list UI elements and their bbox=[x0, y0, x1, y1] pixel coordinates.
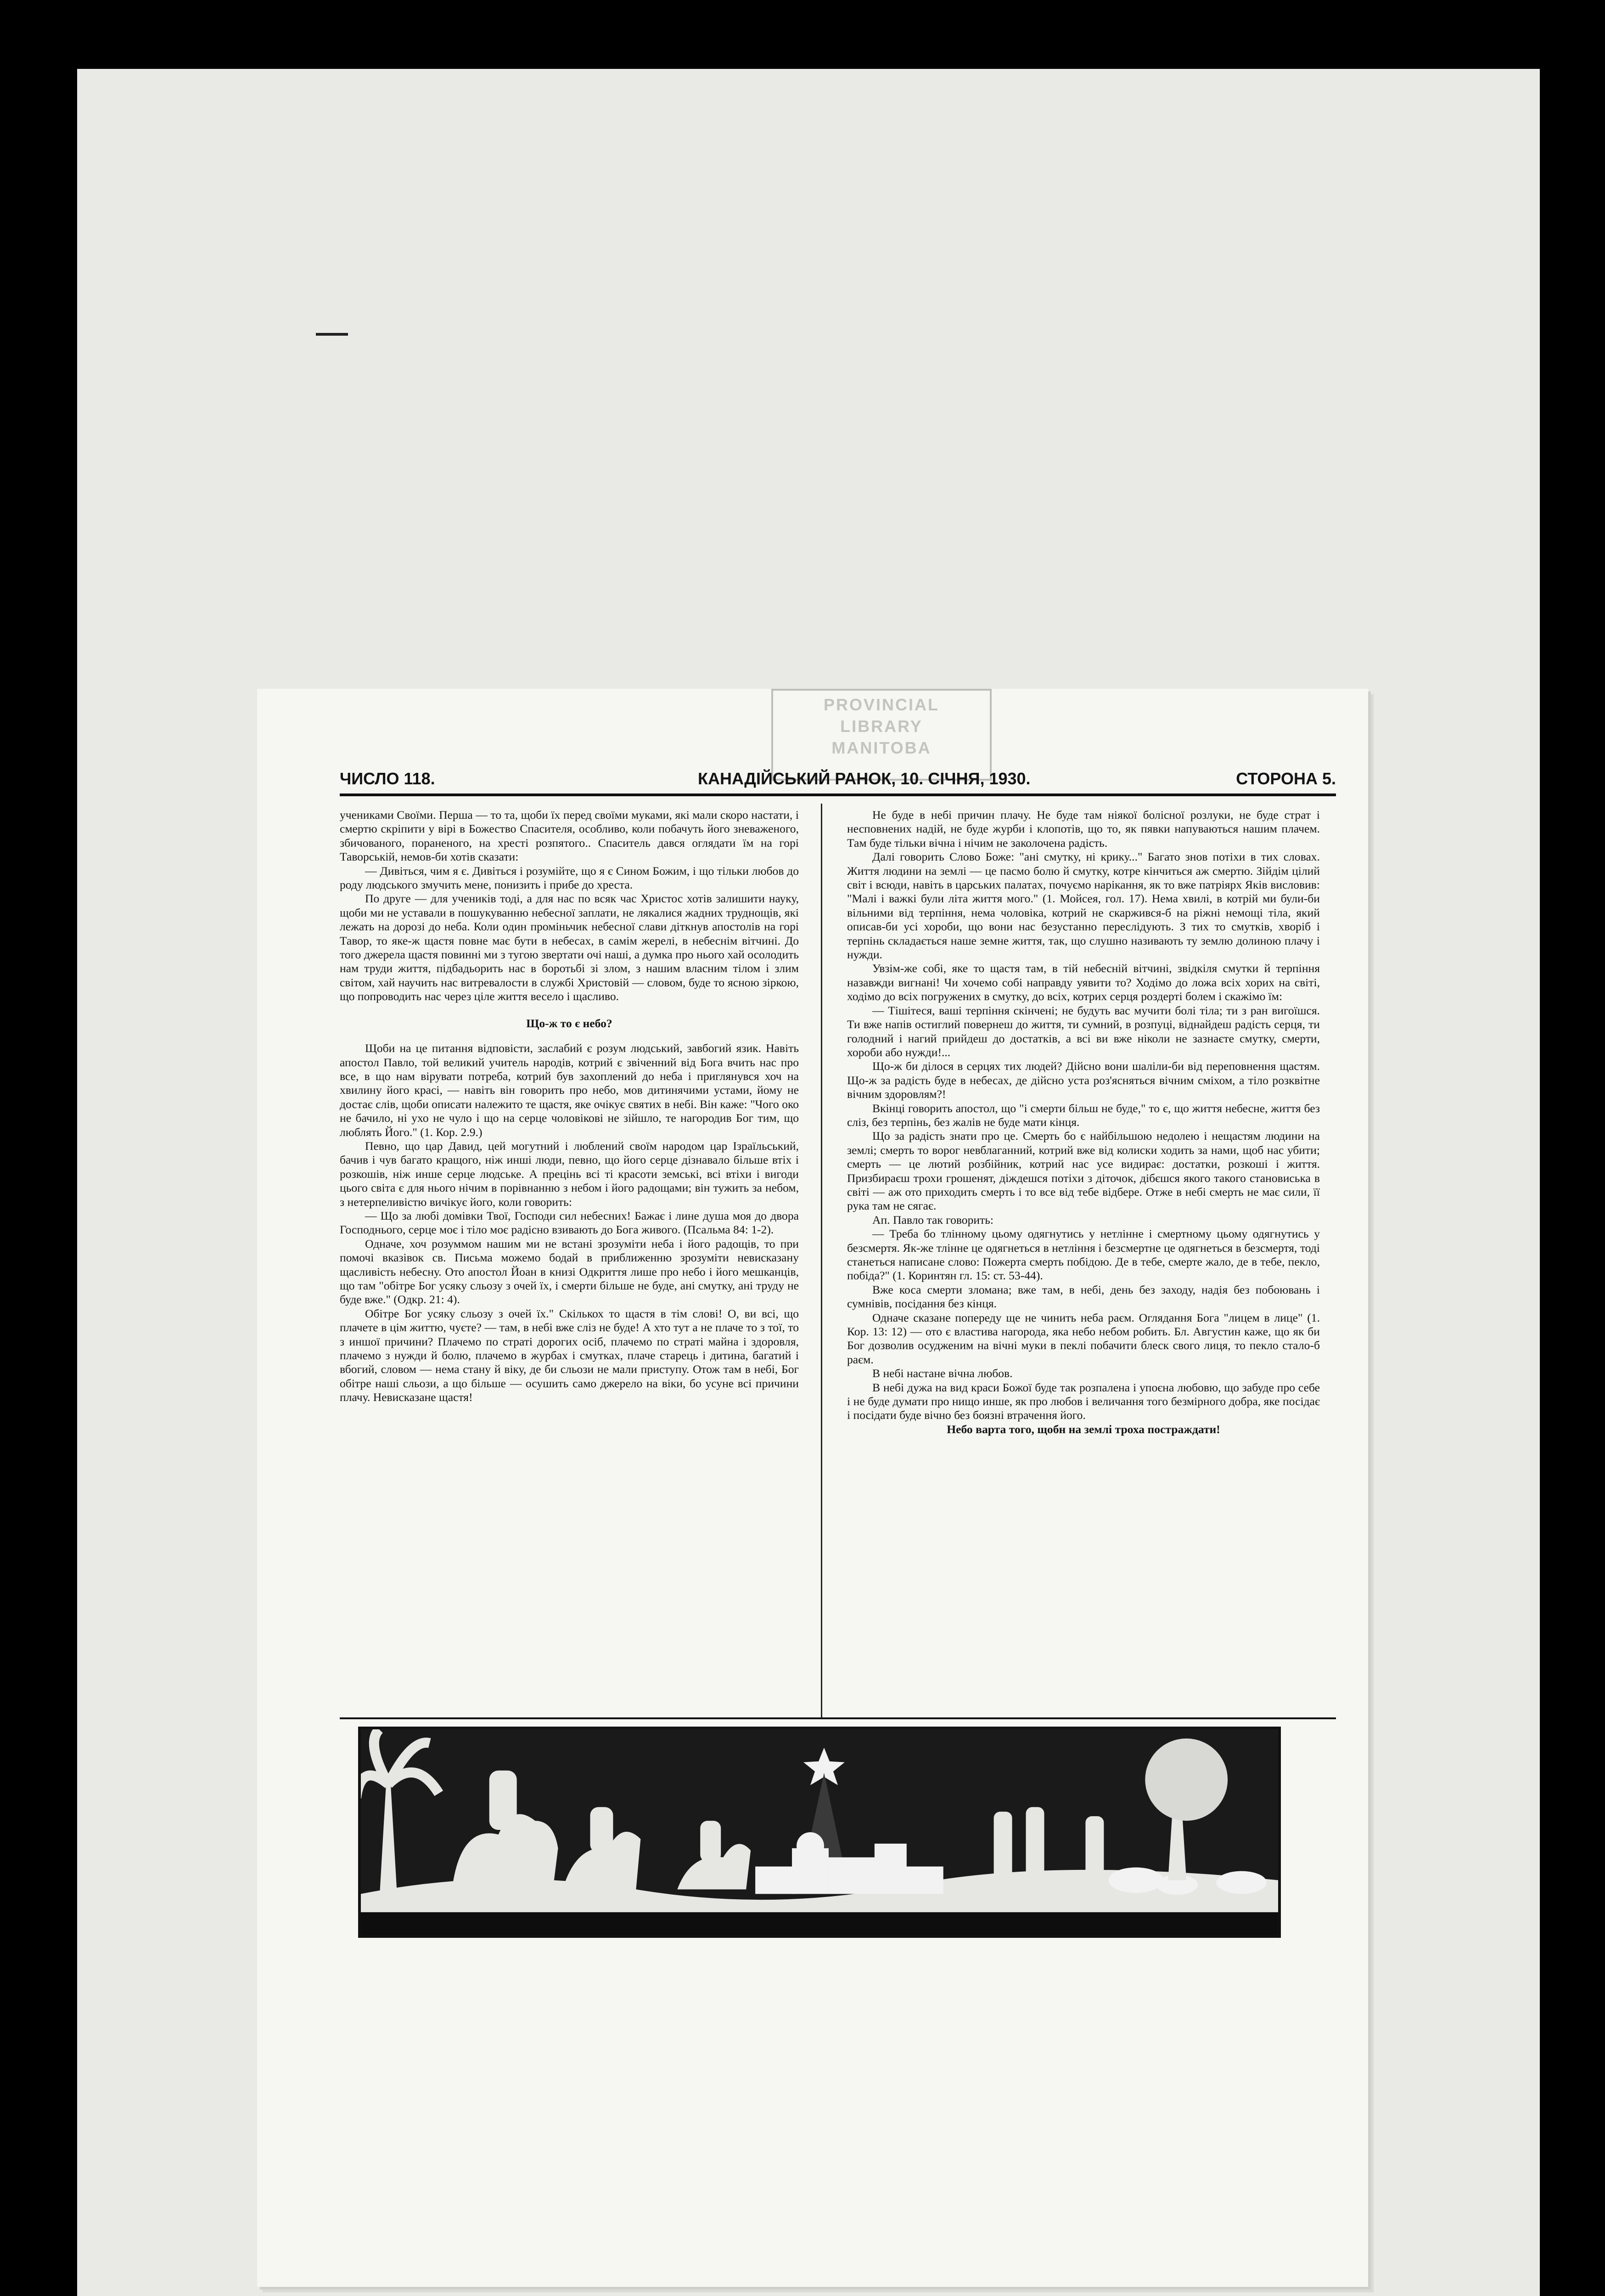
nativity-illustration bbox=[358, 1727, 1281, 1938]
paragraph: В небі дужа на вид краси Божої буде так розпалена і упоєна любовю, що забуде про себе і не буде думати про нищо инше, як про любов і величання того безмірного добра, яке посідає і посідати буде вічно без боязні втрачення його. bbox=[847, 1380, 1320, 1422]
paragraph: Увзім-же собі, яке то щастя там, в тій небесній вітчині, звідкіля смутки й терпіння назавжди вигнані! Чи хочемо собі направду уявити то? Ходімо до ложа всіх хорих на світі, ходімо до всіх погружених в смутку, до всіх, котрих серця роздерті болем і скажімо їм: bbox=[847, 962, 1320, 1003]
paragraph: — Треба бо тлінному цьому одягнутись у нетлінне і смертному цьому одягнутись у безсмертя. Як-же тлінне це одягнеться в нетління і безсмертне це одягнеться в безсмертя, тоді станеться написане слово: Пожерта смерть побідою. Де в тебе, смерте жало, де в тебе, пекло, побіда?" (1. Коринтян гл. 15: ст. 53-44). bbox=[847, 1227, 1320, 1283]
newspaper-page bbox=[257, 689, 1368, 2287]
right-column bbox=[847, 808, 1320, 1436]
film-speck bbox=[316, 333, 348, 336]
paragraph: — Дивіться, чим я є. Дивіться і розумійте, що я є Сином Божим, і що тільки любов до роду людського змучить мене, понизить і прибе до хреста. bbox=[340, 864, 799, 892]
page-header bbox=[340, 769, 1336, 792]
paragraph: Вкінці говорить апостол, що "і смерти більш не буде," то є, що життя небесне, життя без сліз, без терпінь, без жалів не буде мати кінця. bbox=[847, 1101, 1320, 1129]
paragraph: — Що за любі домівки Твої, Господи сил небесних! Бажає і лине душа моя до двора Господнього, серце моє і тіло моє радісно взивають до Бога живого. (Псальма 84: 1-2). bbox=[340, 1209, 799, 1237]
stamp-line-2: LIBRARY bbox=[840, 716, 923, 736]
paragraph: Певно, що цар Давид, цей могутний і люблений своїм народом цар Ізраїльський, бачив і чув багато кращого, ніж инші люди, певно, що його серце дізнавало більше втіх і розкошів, ніж инше серце людське. А прецінь всі ті красоти земські, всі втіхи і вигоди цього світа є для нього нічим в порівнанню з небом і його радощами; він тужить за небом, з нетерпеливістю вичікує його, коли говорить: bbox=[340, 1139, 799, 1209]
paragraph: Щоби на це питання відповісти, заслабий є розум людський, завбогий язик. Навіть апостол Павло, той великий учитель народів, котрий є звіченний від Бога вчить нас про все, в що нам вірувати потреба, котрий був захоплений до неба і приглянувся хоч на хвилину його красі, — навіть він говорить про небо, мов дитинячими устами, йому не достає слів, щоби описати належито те щастя, яке очікує святих в небі. Він каже: "Чого око не бачило, ні ухо не чуло і що на серце чоловікові не зійшло, те нагородив Бог тим, що люблять Його." (1. Кор. 2.9.) bbox=[340, 1041, 799, 1139]
olive-tree-crown bbox=[1145, 1739, 1228, 1821]
paragraph: Вже коса смерти зломана; вже там, в небі, день без заходу, надія без побоювань і сумнівів, посідання без кінця. bbox=[847, 1283, 1320, 1311]
page-number: СТОРОНА 5. bbox=[1236, 769, 1336, 788]
magus-2 bbox=[590, 1807, 613, 1853]
ground-band bbox=[361, 1912, 1278, 1935]
subheading: Що-ж то є небо? bbox=[526, 1016, 612, 1030]
newspaper-title: КАНАДІЙСЬКИЙ РАНОК, 10. СІЧНЯ, 1930. bbox=[698, 769, 1031, 788]
column-divider bbox=[821, 804, 822, 1717]
paragraph: Обітре Бог усяку сльозу з очей їх." Скількох то щастя в тім слові! О, ви всі, що плачете в цім життю, чуєте? — там, в небі вже сліз не буде! А хто тут а не плаче то з тої, то з иншої причини? Плачемо по страті дорогих осіб, плачемо по страті майна і здоровля, плачемо з нужди й болю, плачемо в журбах і смутках, плаче старець і дитина, багатий і вбогий, словом — нема стану й віку, де би сльози не мали приступу. Отож там в небі, Бог обітре наші сльози, а що більше — осушить само джерело на віки, бо усуне всі причини плачу. Невисказане щастя! bbox=[340, 1306, 799, 1404]
paragraph: Одначе, хоч розуммом нашим ми не встані зрозуміти неба і його радощів, то при помочі вказівок св. Письма можемо бодай в приближенню зрозуміти невисказану щасливість небесну. Ото апостол Йоан в книзі Одкриття лише про небо і його мешканців, що там "обітре Бог усяку сльозу з очей їх, і смерти більше не буде, ані смутку, ані труду не буде вже." (Одкр. 21: 4). bbox=[340, 1237, 799, 1306]
paragraph: Що за радість знати про це. Смерть бо є найбільшою недолею і нещастям людини на землі; смерть то ворог невблаганний, котрий вже від колиски ходить за нами, щоб нас убити; смерть — це лютий розбійник, котрий нас усе видирає: достатки, розкоші і життя. Призбираєш трохи грошенят, діждешся потіхи з діточок, дібєшся якого такого становиська в світі — аж ото приходить смерть і то все від тебе відбере. Отже в небі смерть не має сили, її рука там не сягає. bbox=[847, 1129, 1320, 1213]
paragraph: По друге — для учеників тоді, а для нас по всяк час Христос хотів залишити науку, щоби ми не уставали в пошукуванню небесної заплати, не лякалися жадних труднощів, які лежать на дорозі до неба. Коли один проміньчик небесної слави діткнув апостолів на горі Тавор, то яке-ж щастя повне має бути в небесах, в самім жерелі, в небеснім вітчині. До того джерела щастя повинні ми з тугою звертати очі наші, а думка про нього хай осолодить нам труди життя, підбадьорить нас в боротьбі зі злом, з нашим власним тілом і злим світом, хай научить нас витревалости в службі Христовій — словом, буде то ясною зіркою, що попроводить нас через ціле життя весело і щасливо. bbox=[340, 892, 799, 1003]
header-rule bbox=[340, 793, 1336, 796]
magus-1 bbox=[489, 1771, 517, 1830]
nativity-scene-svg bbox=[361, 1729, 1278, 1935]
footer-rule bbox=[340, 1717, 1336, 1719]
issue-number: ЧИСЛО 118. bbox=[340, 769, 435, 788]
paragraph: — Тішітеся, ваші терпіння скінчені; не будуть вас мучити болі тіла; ти з ран вигоїшся. Ти вже напів остиглий повернеш до життя, ти сумний, в розпуці, віднайдеш радість серця, ти голодний і нагий прийдеш до достатків, а всі ви вже ніколи не зазнаєте смутку, смерти, хороби або нужди!... bbox=[847, 1003, 1320, 1059]
magus-3 bbox=[700, 1821, 721, 1862]
stamp-line-1: PROVINCIAL bbox=[823, 695, 939, 714]
paragraph: Одначе сказане попереду ще не чинить неба раєм. Оглядання Бога "лицем в лице" (1. Кор. 13: 12) — ото є властива нагорода, яка небо небом робить. Бл. Августин каже, що як би Бог дозволив осудженим на вічні муки в пеклі побачити блеск свого лиця, то пекло стало-б раєм. bbox=[847, 1311, 1320, 1366]
paragraph: учениками Своїми. Перша — то та, щоби їх перед своїми муками, які мали скоро настати, і смертю скріпити у вірі в Божество Спасителя, особливо, коли побачуть його зневаженого, збичованого, пораненого, на хресті розпятого.. Спаситель дався оглядати їм на горі Таворській, немов-би хотів сказати: bbox=[340, 808, 799, 864]
paragraph: Не буде в небі причин плачу. Не буде там ніякої болісної розлуки, не буде страт і несповнених надій, не буде журби і клопотів, що то, як пявки напуваються нашим плачем. Там буде тільки вічна і нічим не заколочена радість. bbox=[847, 808, 1320, 850]
left-column bbox=[340, 808, 799, 1405]
stamp-line-3: MANITOBA bbox=[831, 738, 932, 757]
paragraph: Ап. Павло так говорить: bbox=[872, 1213, 994, 1227]
closing-line: Небо варта того, щобн на землі троха постраждати! bbox=[947, 1422, 1220, 1436]
paragraph: Далі говорить Слово Боже: "ані смутку, ні крику..." Багато знов потіхи в тих словах. Життя людини на землі — це пасмо болю й смутку, котре кінчиться аж смертю. Зійдім цілий світ і всюди, навіть в царських палатах, почуємо нарікання, як то вже патріярх Яків висловив: "Малі і важкі були літа життя мого." (1. Мойсея, гол. 17). Нема хвилі, в котрій ми були-би вільними від терпіння, нема чоловіка, котрий не скаржився-б на ріжні немощі тіла, який описав-би усі хороби, що вони нас безустанно переслідують. З тих то смутків, хворіб і терпінь складається наше земне життя, так, що слушно називають ту землю долиною плачу і нужди. bbox=[847, 850, 1320, 962]
library-stamp bbox=[771, 689, 992, 781]
paragraph: Що-ж би ділося в серцях тих людей? Дійсно вони шаліли-би від переповнення щастям. Що-ж за радість буде в небесах, де дійсно уста роз'ясняться вічним сміхом, а тіло розквітне вічним здоровлям?! bbox=[847, 1059, 1320, 1101]
paragraph: В небі настане вічна любов. bbox=[872, 1367, 1013, 1380]
